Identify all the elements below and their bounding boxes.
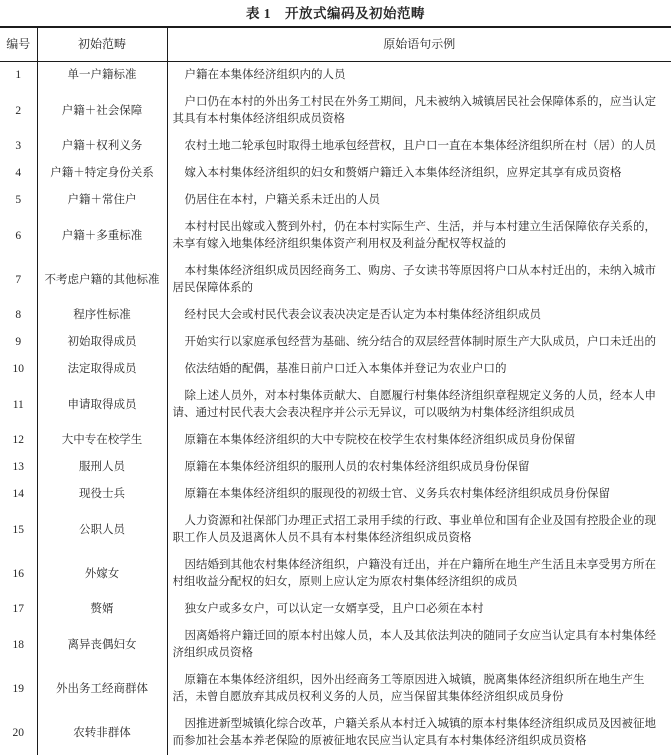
table-caption: 表 1 开放式编码及初始范畴: [245, 6, 426, 21]
table-row: [0, 454, 671, 481]
table-row: [0, 383, 671, 427]
category-cell: 离异丧偶妇女: [37, 623, 167, 667]
example-cell: 因结婚到其他农村集体经济组织，户籍没有迁出，并在户籍所在地生产生活且未享受男方所在村组收益分配权的妇女，原则上应认定为原农村集体经济组织的成员: [172, 559, 656, 588]
example-cell: 本村集体经济组织成员因经商务工、购房、子女读书等原因将户口从本村迁出的，未纳入城市居民保障体系的: [172, 265, 656, 294]
example-cell: 原籍在本集体经济组织，因外出经商务工等原因进入城镇，脱离集体经济组织所在地生产生活，未曾自愿放弃其成员权利义务的人员，应当保留其集体经济组织成员身份: [172, 674, 645, 703]
example-cell: 户籍在本集体经济组织内的人员: [184, 69, 346, 81]
table-row: [0, 258, 671, 302]
category-cell: 不考虑户籍的其他标准: [37, 258, 167, 302]
table-row: [0, 623, 671, 667]
example-cell: 人力资源和社保部门办理正式招工录用手续的行政、事业单位和国有企业及国有控股企业的现职工作人员及退离休人员不具有本村集体经济组织成员资格: [172, 515, 656, 544]
row-number: 9: [0, 329, 37, 356]
row-number: 3: [0, 133, 37, 160]
example-cell: 农村土地二轮承包时取得土地承包经营权，且户口一直在本集体经济组织所在村（居）的人员: [184, 140, 656, 152]
table-row: [0, 356, 671, 383]
example-cell: 独女户或多女户，可以认定一女婿享受，且户口必须在本村: [184, 603, 484, 615]
category-cell: 外嫁女: [37, 552, 167, 596]
category-cell: 户籍＋权利义务: [37, 133, 167, 160]
row-number: 16: [0, 552, 37, 596]
example-cell: 因离婚将户籍迁回的原本村出嫁人员，本人及其依法判决的随同子女应当认定具有本村集体经济组织成员资格: [172, 630, 656, 659]
category-cell: 户籍＋多重标准: [37, 214, 167, 258]
row-number: 1: [0, 62, 37, 90]
example-cell: 开始实行以家庭承包经营为基础、统分结合的双层经营体制时原生产大队成员，户口未迁出的: [184, 336, 656, 348]
table-row: [0, 667, 671, 711]
example-cell: 原籍在本集体经济组织的服现役的初级士官、义务兵农村集体经济组织成员身份保留: [184, 488, 610, 500]
row-number: 12: [0, 427, 37, 454]
row-number: 18: [0, 623, 37, 667]
example-cell: 本村村民出嫁或入赘到外村，仍在本村实际生产、生活，并与本村建立生活保障依存关系的，未享有嫁入地集体经济组织集体资产利用权及利益分配权等权益的: [172, 221, 656, 250]
table-row: [0, 596, 671, 623]
column-header-category: 初始范畴: [37, 27, 167, 62]
example-cell: 原籍在本集体经济组织的大中专院校在校学生农村集体经济组织成员身份保留: [184, 434, 576, 446]
row-number: 13: [0, 454, 37, 481]
table-row: [0, 508, 671, 552]
category-cell: 户籍＋特定身份关系: [37, 160, 167, 187]
row-number: 17: [0, 596, 37, 623]
example-cell: 原籍在本集体经济组织的服刑人员的农村集体经济组织成员身份保留: [184, 461, 530, 473]
table-row: [0, 214, 671, 258]
table-row: [0, 329, 671, 356]
row-number: 7: [0, 258, 37, 302]
column-header-example: 原始语句示例: [167, 27, 671, 62]
row-number: 4: [0, 160, 37, 187]
example-cell: 户口仍在本村的外出务工村民在外务工期间，凡未被纳入城镇居民社会保障体系的，应当认定其具有本村集体经济组织成员资格: [172, 96, 656, 125]
category-cell: 户籍＋常住户: [37, 187, 167, 214]
table-row: [0, 427, 671, 454]
row-number: 10: [0, 356, 37, 383]
example-cell: 除上述人员外，对本村集体贡献大、自愿履行村集体经济组织章程规定义务的人员，经本人申请、通过村民代表大会表决程序并公示无异议，可以吸纳为村集体经济组织成员: [172, 390, 656, 419]
example-cell: 嫁入本村集体经济组织的妇女和赘婿户籍迁入本集体经济组织，应界定其享有成员资格: [184, 167, 622, 179]
table-row: [0, 133, 671, 160]
row-number: 11: [0, 383, 37, 427]
row-number: 20: [0, 711, 37, 755]
row-number: 14: [0, 481, 37, 508]
table-row: [0, 160, 671, 187]
example-cell: 仍居住在本村，户籍关系未迁出的人员: [184, 194, 380, 206]
category-cell: 单一户籍标准: [37, 62, 167, 90]
row-number: 5: [0, 187, 37, 214]
category-cell: 赘婿: [37, 596, 167, 623]
row-number: 19: [0, 667, 37, 711]
example-cell: 依法结婚的配偶，基准日前户口迁入本集体并登记为农业户口的: [184, 363, 507, 375]
table-header: [0, 27, 671, 62]
category-cell: 大中专在校学生: [37, 427, 167, 454]
row-number: 8: [0, 302, 37, 329]
category-cell: 户籍＋社会保障: [37, 89, 167, 133]
category-cell: 服刑人员: [37, 454, 167, 481]
category-cell: 外出务工经商群体: [37, 667, 167, 711]
category-cell: 初始取得成员: [37, 329, 167, 356]
row-number: 2: [0, 89, 37, 133]
table-row: [0, 481, 671, 508]
category-cell: 公职人员: [37, 508, 167, 552]
table-row: [0, 187, 671, 214]
table-row: [0, 62, 671, 90]
example-cell: 因推进新型城镇化综合改革，户籍关系从本村迁入城镇的原本村集体经济组织成员及因被征地而参加社会基本养老保险的原被征地农民应当认定具有本村集体经济组织成员资格: [172, 718, 656, 747]
header-row: [0, 27, 671, 62]
table-body: [0, 62, 671, 755]
table-row: [0, 711, 671, 755]
table-row: [0, 302, 671, 329]
category-cell: 法定取得成员: [37, 356, 167, 383]
category-cell: 申请取得成员: [37, 383, 167, 427]
open-coding-table: [0, 26, 671, 755]
category-cell: 农转非群体: [37, 711, 167, 755]
category-cell: 现役士兵: [37, 481, 167, 508]
table-row: [0, 89, 671, 133]
table-row: [0, 552, 671, 596]
column-header-id: 编号: [0, 27, 37, 62]
row-number: 6: [0, 214, 37, 258]
row-number: 15: [0, 508, 37, 552]
example-cell: 经村民大会或村民代表会议表决决定是否认定为本村集体经济组织成员: [184, 309, 541, 321]
category-cell: 程序性标准: [37, 302, 167, 329]
